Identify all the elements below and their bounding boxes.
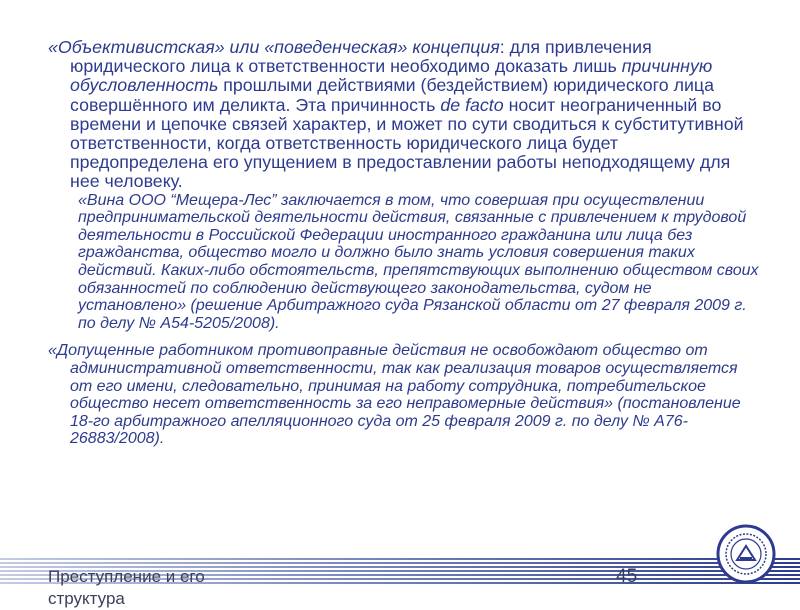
concept-text-b: прошлыми действиями (бездействием) юридического лица совершённого им деликта. Эта причинность	[70, 75, 714, 115]
court-quote-ryazan: «Вина ООО “Мещера-Лес” заключается в том, что совершая при осуществлении предпринимательской деятельности действия, связанные с привлечением к трудовой деятельности в Российской Федерации иностранного гражданина или лица без гражданства, общество могло и должно было знать условия совершения таких действий. Каких-либо обстоятельств, препятствующих выполнению обществом своих обязанностей по соблюдению действующего законодательства, судом не установлено» (решение Арбитражного суда Рязанской области от 27 февраля 2009 г. по делу № А54-5205/2008).	[78, 191, 759, 332]
footer-stripe	[0, 558, 800, 560]
footer-title: Преступление и его структура	[48, 567, 205, 608]
page-number: 45	[616, 566, 638, 587]
footer-stripe	[0, 562, 800, 564]
concept-text-c: носит неограниченный во времени и цепочке связей характер, и может по сути сводиться к субститутивной ответственности, когда ответственность юридического лица будет предопределена его упущением в предоставлении работы неподходящему для нее человеку.	[70, 94, 744, 192]
concept-name: «Объективистская» или «поведенческая» концепция	[48, 37, 500, 57]
de-facto-term: de facto	[440, 94, 504, 115]
slide-body	[48, 38, 760, 448]
concept-paragraph	[48, 38, 760, 192]
concept-text-a: : для привлечения юридического лица к ответственности необходимо доказать лишь	[70, 37, 652, 77]
university-seal-icon	[716, 524, 776, 584]
court-quote-appeal: «Допущенные работником противоправные действия не освобождают общество от административной ответственности, так как реализация товаров осуществляется от его имени, следовательно, принимая на работу сотрудника, потребительское общество несет ответственность за его неправомерные действия» (постановление 18-го арбитражного апелляционного суда от 25 февраля 2009 г. по делу № А76-26883/2008).	[48, 342, 741, 448]
causation-term: причинную обусловленность	[70, 56, 713, 96]
